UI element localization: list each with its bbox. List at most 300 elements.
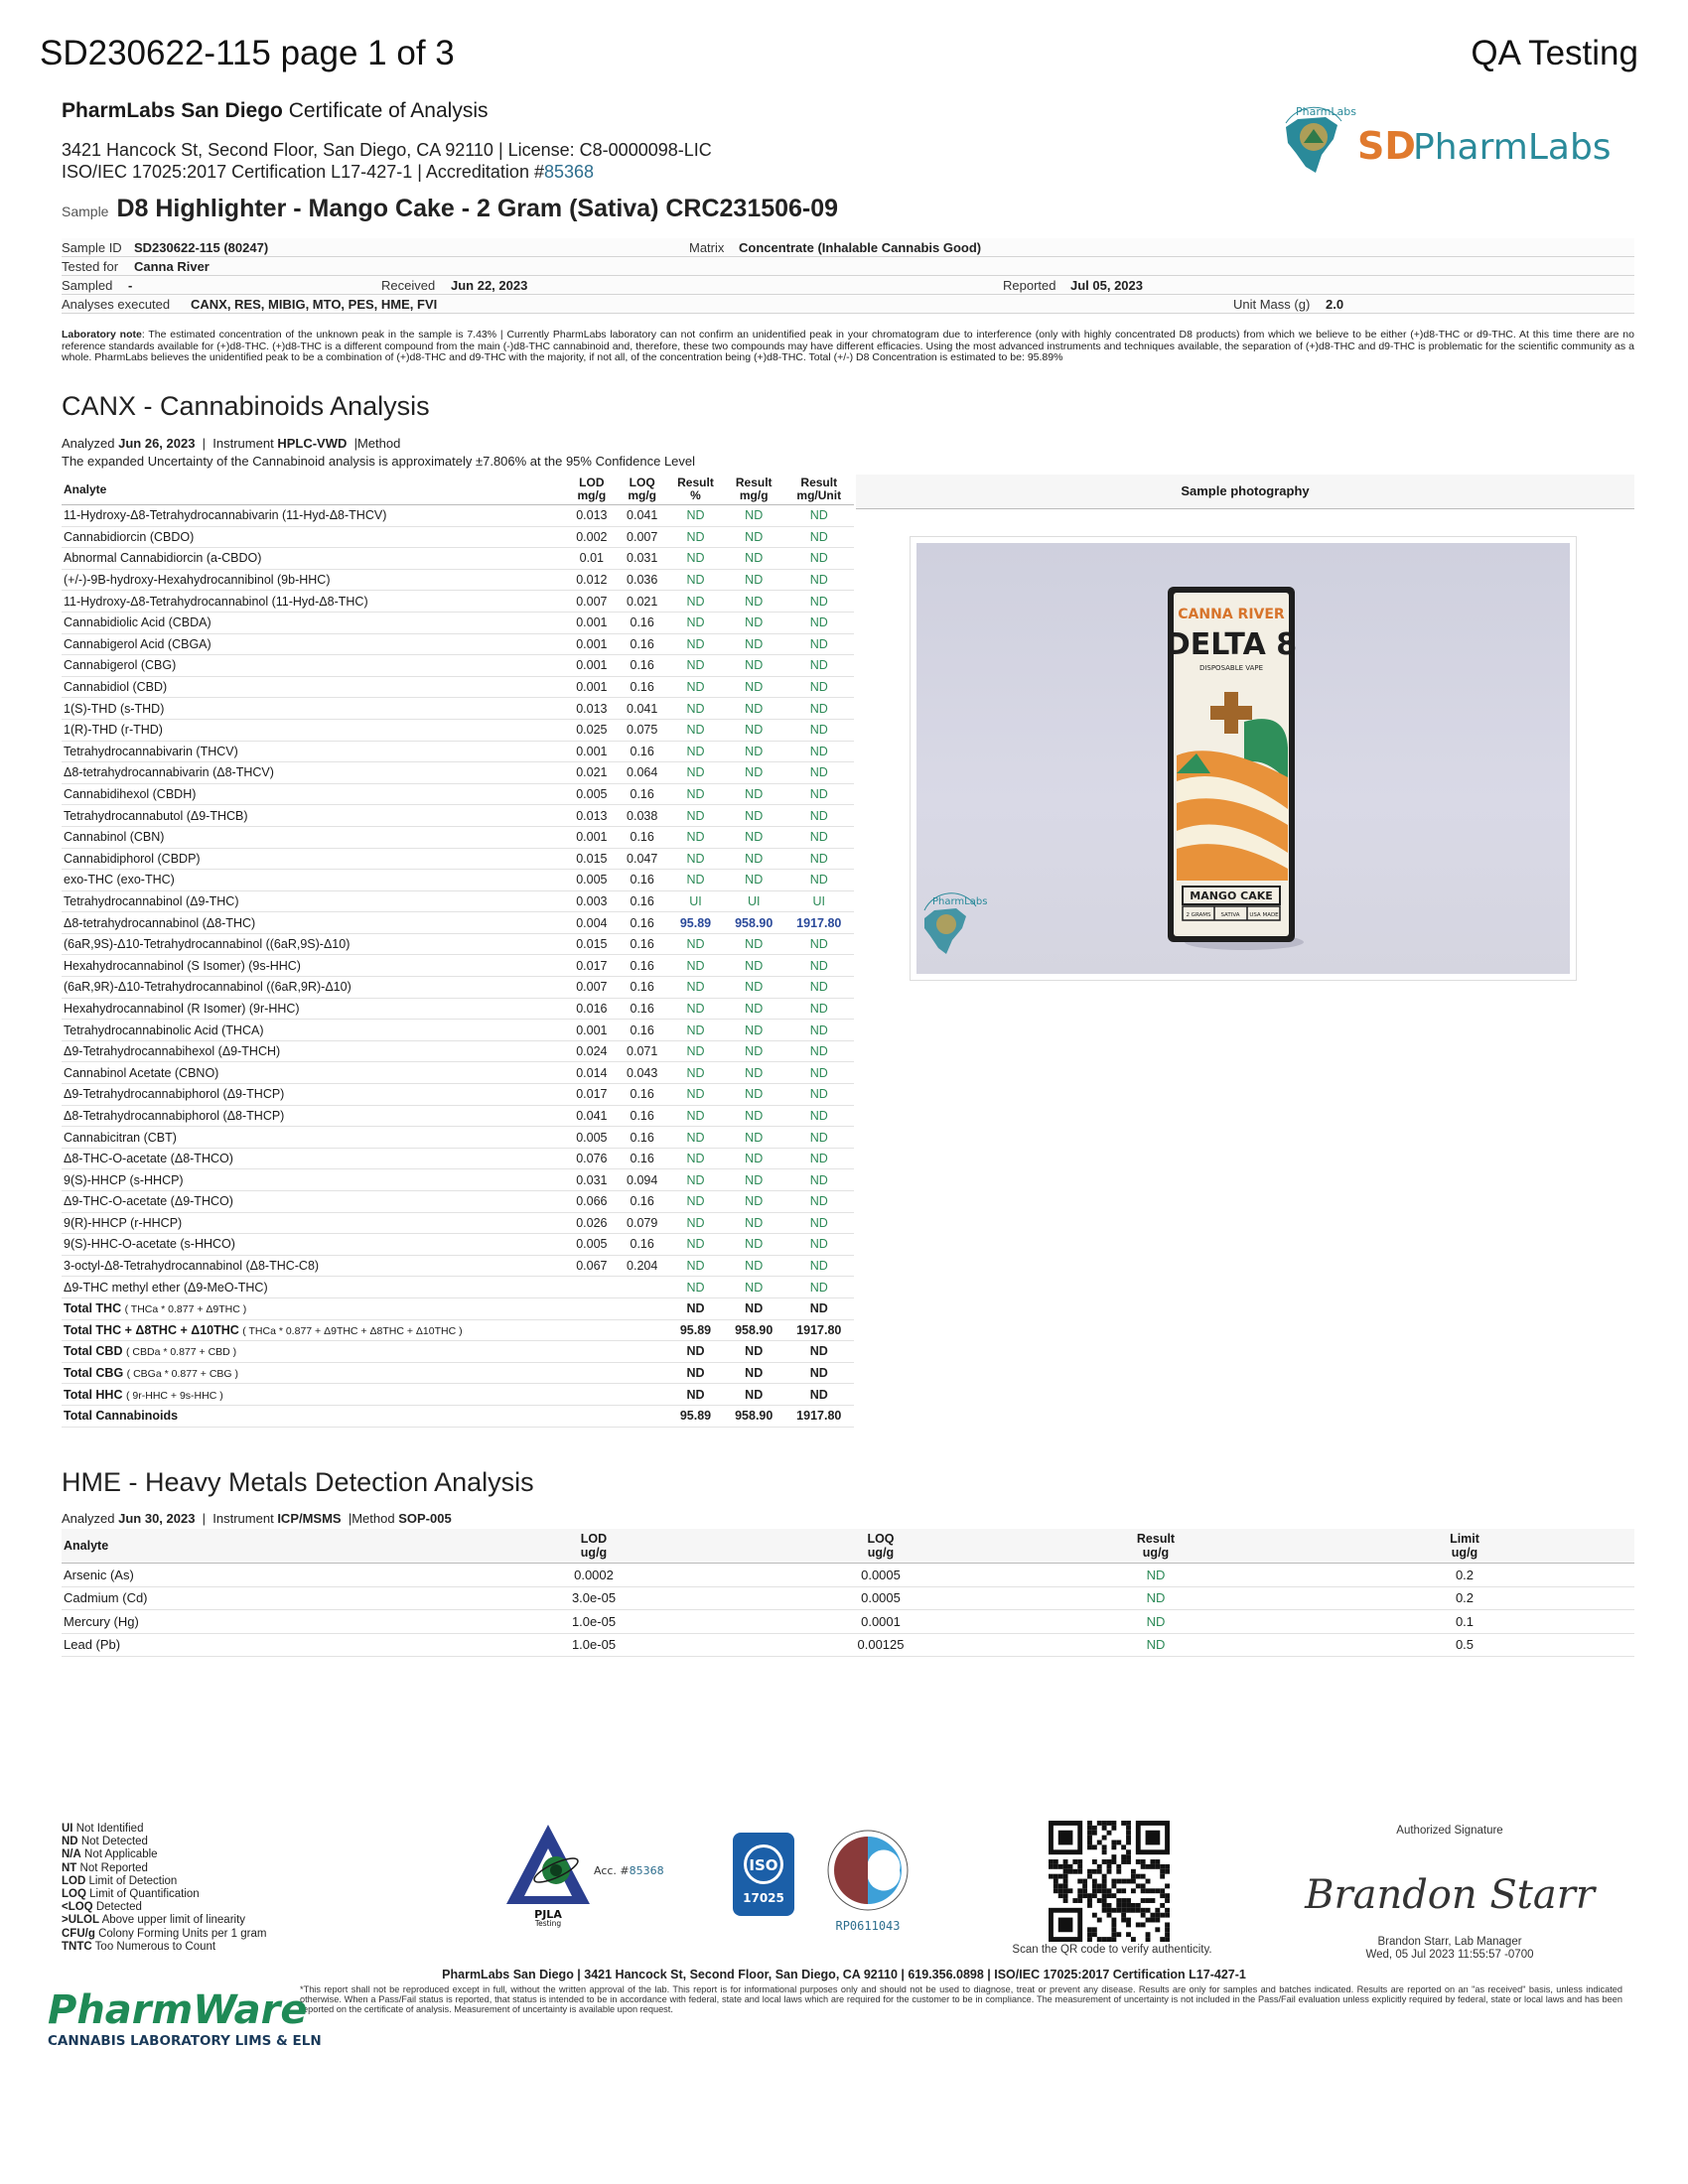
result-mg-unit: ND — [784, 1062, 854, 1084]
table-row — [62, 1040, 854, 1062]
total-row — [62, 1341, 854, 1363]
loq-value: 0.0005 — [745, 1564, 1017, 1587]
loq-value: 0.16 — [617, 890, 667, 912]
analyte-name: (6aR,9S)-Δ10-Tetrahydrocannabinol ((6aR,9S)-Δ10) — [62, 933, 566, 955]
lod-value: 0.003 — [566, 890, 617, 912]
result-mg-unit: ND — [784, 977, 854, 999]
result-mg-g: ND — [724, 783, 784, 805]
legend-desc: Not Detected — [80, 1836, 148, 1848]
result-percent: ND — [667, 1212, 724, 1234]
loq-value: 0.041 — [617, 698, 667, 720]
lod-value: 0.017 — [566, 1084, 617, 1106]
result-mg-unit: ND — [784, 933, 854, 955]
total-row — [62, 1297, 854, 1319]
lod-value: 0.066 — [566, 1191, 617, 1213]
result-mg-unit: ND — [784, 569, 854, 591]
analyte-name: 11-Hydroxy-Δ8-Tetrahydrocannabinol (11-Hyd-Δ8-THC) — [62, 591, 566, 613]
col-limit: Limit ug/g — [1295, 1529, 1634, 1564]
total-mg-g: ND — [724, 1341, 784, 1363]
qr-caption: Scan the QR code to verify authenticity. — [1012, 1944, 1212, 1956]
result-percent: ND — [667, 526, 724, 548]
analyte-name: Cannabigerol (CBG) — [62, 655, 566, 677]
lod-value: 0.013 — [566, 805, 617, 827]
result-percent: ND — [667, 655, 724, 677]
result-mg-g: ND — [724, 1277, 784, 1298]
lod-value: 0.001 — [566, 655, 617, 677]
legend-item — [62, 1928, 266, 1941]
sample-line — [62, 195, 838, 223]
table-row — [62, 783, 854, 805]
table-row — [62, 1020, 854, 1041]
legend-desc: Colony Forming Units per 1 gram — [98, 1927, 267, 1940]
result-mg-unit: ND — [784, 548, 854, 570]
result-mg-g: ND — [724, 676, 784, 698]
loq-value: 0.064 — [617, 762, 667, 784]
analyte-name: 1(R)-THD (r-THD) — [62, 719, 566, 741]
analyte-name: 3-octyl-Δ8-Tetrahydrocannabinol (Δ8-THC-C8) — [62, 1255, 566, 1277]
table-row — [62, 1127, 854, 1149]
result-mg-unit: ND — [784, 1148, 854, 1169]
result-mg-unit: ND — [784, 505, 854, 527]
analyte-name: Δ9-Tetrahydrocannabiphorol (Δ9-THCP) — [62, 1084, 566, 1106]
analyte-name: Δ9-Tetrahydrocannabihexol (Δ9-THCH) — [62, 1040, 566, 1062]
result-percent: 95.89 — [667, 912, 724, 934]
lod-value: 0.015 — [566, 848, 617, 870]
analyte-name: (+/-)-9B-hydroxy-Hexahydrocannibinol (9b-HHC) — [62, 569, 566, 591]
col-loq: LOQ mg/g — [617, 475, 667, 505]
result-percent: ND — [667, 848, 724, 870]
total-mg-g: 958.90 — [724, 1319, 784, 1341]
analyte-name: Δ9-THC-O-acetate (Δ9-THCO) — [62, 1191, 566, 1213]
lod-value: 3.0e-05 — [443, 1586, 745, 1610]
result-percent: ND — [667, 676, 724, 698]
loq-value: 0.007 — [617, 526, 667, 548]
loq-value: 0.043 — [617, 1062, 667, 1084]
analyte-name: Δ8-tetrahydrocannabinol (Δ8-THC) — [62, 912, 566, 934]
legend-abbr: TNTC — [62, 1940, 92, 1953]
lod-value: 0.013 — [566, 698, 617, 720]
verification-qr-code-icon[interactable] — [1049, 1821, 1170, 1942]
table-row — [62, 676, 854, 698]
result-mg-g: ND — [724, 505, 784, 527]
total-label: Total THC — [64, 1301, 122, 1316]
table-row — [62, 848, 854, 870]
result-mg-g: ND — [724, 955, 784, 977]
loq-value: 0.16 — [617, 1105, 667, 1127]
empty-cell — [566, 1405, 617, 1427]
uncertainty-note: The expanded Uncertainty of the Cannabinoid analysis is approximately ±7.806% at the 95% Confidence Level — [62, 454, 696, 469]
analyte-name: Cannabidiorcin (CBDO) — [62, 526, 566, 548]
total-name — [62, 1319, 566, 1341]
svg-text:USA MADE: USA MADE — [1249, 912, 1279, 918]
empty-cell — [617, 1297, 667, 1319]
result-mg-unit: ND — [784, 805, 854, 827]
result-value: ND — [1017, 1586, 1295, 1610]
result-mg-g: ND — [724, 1148, 784, 1169]
table-row — [62, 1212, 854, 1234]
result-percent: ND — [667, 1040, 724, 1062]
result-mg-g: ND — [724, 1020, 784, 1041]
table-row — [62, 1084, 854, 1106]
result-mg-unit: ND — [784, 1234, 854, 1256]
svg-text:PharmLabs: PharmLabs — [1296, 105, 1356, 118]
limit-value: 0.2 — [1295, 1586, 1634, 1610]
abbreviation-legend — [62, 1823, 266, 1954]
table-row — [62, 1105, 854, 1127]
cert-line: ISO/IEC 17025:2017 Certification L17-427-1 | Accreditation #85368 — [62, 162, 595, 182]
empty-cell — [617, 1405, 667, 1427]
result-mg-g: ND — [724, 870, 784, 891]
result-mg-unit: ND — [784, 719, 854, 741]
analyte-name: Δ8-Tetrahydrocannabiphorol (Δ8-THCP) — [62, 1105, 566, 1127]
product-title: DELTA 8 — [1165, 627, 1298, 662]
total-row — [62, 1405, 854, 1427]
result-percent: ND — [667, 933, 724, 955]
analyte-name: Abnormal Cannabidiorcin (a-CBDO) — [62, 548, 566, 570]
legend-item — [62, 1823, 266, 1836]
legend-item — [62, 1836, 266, 1848]
result-percent: ND — [667, 548, 724, 570]
col-result-mgunit: Result mg/Unit — [784, 475, 854, 505]
signer: Brandon Starr, Lab Manager Wed, 05 Jul 2023 11:55:57 -0700 — [1365, 1936, 1534, 1961]
result-mg-unit: ND — [784, 1169, 854, 1191]
result-mg-unit: ND — [784, 1127, 854, 1149]
analyte-name: Tetrahydrocannabinolic Acid (THCA) — [62, 1020, 566, 1041]
result-percent: ND — [667, 591, 724, 613]
total-mg-g: ND — [724, 1384, 784, 1406]
total-label: Total CBD — [64, 1344, 123, 1359]
lab-address — [62, 139, 712, 183]
analyte-name: Cannabidihexol (CBDH) — [62, 783, 566, 805]
lod-value: 0.025 — [566, 719, 617, 741]
svg-text:2 GRAMS: 2 GRAMS — [1186, 912, 1211, 918]
result-percent: ND — [667, 1105, 724, 1127]
table-row — [62, 826, 854, 848]
loq-value: 0.036 — [617, 569, 667, 591]
lod-value: 0.012 — [566, 569, 617, 591]
result-mg-g: ND — [724, 1234, 784, 1256]
empty-cell — [617, 1319, 667, 1341]
result-percent: ND — [667, 1191, 724, 1213]
result-mg-unit: ND — [784, 1105, 854, 1127]
analyte-name: Cannabicitran (CBT) — [62, 1127, 566, 1149]
loq-value: 0.0005 — [745, 1586, 1017, 1610]
col-result-pct: Result % — [667, 475, 724, 505]
loq-value: 0.071 — [617, 1040, 667, 1062]
table-row — [62, 1610, 1634, 1634]
loq-value: 0.16 — [617, 655, 667, 677]
empty-cell — [566, 1362, 617, 1384]
result-percent: ND — [667, 762, 724, 784]
svg-text:PJLA: PJLA — [534, 1908, 562, 1921]
loq-value: 0.16 — [617, 955, 667, 977]
legend-abbr: UI — [62, 1823, 73, 1835]
analyte-name: 9(S)-HHCP (s-HHCP) — [62, 1169, 566, 1191]
result-percent: ND — [667, 870, 724, 891]
svg-text:17025: 17025 — [743, 1891, 784, 1905]
loq-value: 0.16 — [617, 612, 667, 633]
analyte-name: exo-THC (exo-THC) — [62, 870, 566, 891]
lod-value: 0.01 — [566, 548, 617, 570]
table-row — [62, 719, 854, 741]
svg-text:SATIVA: SATIVA — [1220, 912, 1240, 918]
empty-cell — [617, 1362, 667, 1384]
lod-value: 0.001 — [566, 1020, 617, 1041]
result-mg-unit: ND — [784, 998, 854, 1020]
report-id-page: SD230622-115 page 1 of 3 — [40, 34, 455, 72]
result-mg-unit: ND — [784, 612, 854, 633]
footer-disclaimer: *This report shall not be reproduced except in full, without the written approval of the lab. This report is for informational purposes only and should not be used to diagnose, treat or prevent any disease. Results are only for samples and batches indicated. Results are reported on an "as received" basis, unless indicated otherwise. When a Pass/Fail status is reported, that status is intended to be in accordance with federal, state and local laws which are required for the customer to be in compliance. The measurement of uncertainty is not included in the Pass/Fail evaluation unless explicitly required by federal, state or local laws and has been reported on the certificate of analysis. Measurement of uncertainty is available upon request. — [300, 1984, 1622, 2014]
result-mg-unit: ND — [784, 1212, 854, 1234]
iso-17025-icon — [733, 1833, 794, 1916]
analyte-name: Arsenic (As) — [62, 1564, 443, 1587]
total-label: Total HHC — [64, 1387, 123, 1402]
svg-text:SD: SD — [1357, 124, 1416, 168]
loq-value: 0.16 — [617, 1234, 667, 1256]
loq-value: 0.0001 — [745, 1610, 1017, 1634]
result-mg-unit: ND — [784, 741, 854, 762]
legend-item — [62, 1888, 266, 1901]
analyte-name: Cannabigerol Acid (CBGA) — [62, 633, 566, 655]
legend-desc: Not Reported — [79, 1861, 148, 1874]
pharmware-logo — [46, 1981, 322, 2053]
loq-value: 0.075 — [617, 719, 667, 741]
result-mg-g: ND — [724, 762, 784, 784]
lod-value: 0.021 — [566, 762, 617, 784]
signature-label: Authorized Signature — [1396, 1825, 1503, 1837]
total-formula: ( CBDa * 0.877 + CBD ) — [125, 1346, 237, 1359]
result-mg-unit: ND — [784, 633, 854, 655]
result-mg-g: ND — [724, 826, 784, 848]
table-row — [62, 762, 854, 784]
loq-value: 0.16 — [617, 741, 667, 762]
lod-value: 0.026 — [566, 1212, 617, 1234]
result-mg-g: ND — [724, 1084, 784, 1106]
result-percent: ND — [667, 1234, 724, 1256]
result-mg-g: ND — [724, 612, 784, 633]
result-mg-g: ND — [724, 741, 784, 762]
result-percent: ND — [667, 569, 724, 591]
result-percent: ND — [667, 1169, 724, 1191]
table-row — [62, 741, 854, 762]
legend-abbr: CFU/g — [62, 1927, 95, 1940]
legend-abbr: ND — [62, 1836, 78, 1848]
result-mg-unit: ND — [784, 655, 854, 677]
result-percent: ND — [667, 612, 724, 633]
loq-value: 0.16 — [617, 633, 667, 655]
lod-value: 1.0e-05 — [443, 1610, 745, 1634]
result-mg-g: UI — [724, 890, 784, 912]
total-formula: ( CBGa * 0.877 + CBG ) — [126, 1368, 239, 1381]
loq-value — [617, 1277, 667, 1298]
table-row — [62, 912, 854, 934]
canx-subinfo: Analyzed Jun 26, 2023 | Instrument HPLC-VWD |Method The expanded Uncertainty of the Cannabinoid analysis is approximately ±7.806% at the 95% Confidence Level — [62, 436, 696, 469]
product-subtitle: DISPOSABLE VAPE — [1198, 664, 1264, 672]
empty-cell — [566, 1319, 617, 1341]
result-percent: ND — [667, 1277, 724, 1298]
result-value: ND — [1017, 1610, 1295, 1634]
total-percent: ND — [667, 1384, 724, 1406]
sample-label: Sample — [62, 204, 109, 219]
heavy-metals-table — [62, 1529, 1634, 1657]
result-mg-unit: ND — [784, 1191, 854, 1213]
canx-title: CANX - Cannabinoids Analysis — [62, 391, 430, 421]
legend-abbr: N/A — [62, 1848, 81, 1861]
meta-row: Tested for Canna River — [62, 257, 1634, 276]
table-header-row — [62, 475, 854, 505]
limit-value: 0.1 — [1295, 1610, 1634, 1634]
lod-value: 0.014 — [566, 1062, 617, 1084]
total-mg-unit: ND — [784, 1297, 854, 1319]
table-row — [62, 612, 854, 633]
lod-value: 0.001 — [566, 633, 617, 655]
loq-value: 0.16 — [617, 1191, 667, 1213]
legend-abbr: LOD — [62, 1874, 86, 1887]
loq-value: 0.041 — [617, 505, 667, 527]
product-flavor: MANGO CAKE — [1190, 889, 1273, 902]
col-lod: LOD mg/g — [566, 475, 617, 505]
report-type: QA Testing — [1471, 34, 1638, 72]
result-mg-g: ND — [724, 569, 784, 591]
accreditation-link[interactable]: 85368 — [543, 162, 595, 182]
legend-desc: Not Identified — [75, 1823, 144, 1835]
table-row — [62, 955, 854, 977]
table-row — [62, 1148, 854, 1169]
result-mg-unit: ND — [784, 1277, 854, 1298]
result-percent: ND — [667, 1062, 724, 1084]
total-mg-unit: ND — [784, 1341, 854, 1363]
result-mg-unit: ND — [784, 1255, 854, 1277]
lod-value: 0.031 — [566, 1169, 617, 1191]
col-analyte: Analyte — [62, 1529, 443, 1564]
sdpharmlabs-logo — [1276, 103, 1633, 187]
table-row — [62, 1169, 854, 1191]
table-row — [62, 569, 854, 591]
lod-value: 0.005 — [566, 1127, 617, 1149]
result-percent: ND — [667, 1148, 724, 1169]
result-value: ND — [1017, 1633, 1295, 1657]
analyte-name: Hexahydrocannabinol (R Isomer) (9r-HHC) — [62, 998, 566, 1020]
loq-value: 0.204 — [617, 1255, 667, 1277]
loq-value: 0.16 — [617, 1084, 667, 1106]
legend-item — [62, 1862, 266, 1875]
table-row — [62, 591, 854, 613]
loq-value: 0.16 — [617, 933, 667, 955]
legend-desc: Too Numerous to Count — [94, 1940, 216, 1953]
total-name — [62, 1384, 566, 1406]
lod-value: 0.017 — [566, 955, 617, 977]
legend-item — [62, 1875, 266, 1888]
doc-type: Certificate of Analysis — [288, 99, 489, 122]
table-row — [62, 1633, 1634, 1657]
meta-row: Sample ID SD230622-115 (80247) Matrix Concentrate (Inhalable Cannabis Good) — [62, 238, 1634, 257]
table-row — [62, 1564, 1634, 1587]
loq-value: 0.16 — [617, 977, 667, 999]
total-label: Total CBG — [64, 1366, 124, 1381]
result-mg-g: ND — [724, 1191, 784, 1213]
col-lod: LOD ug/g — [443, 1529, 745, 1564]
analyte-name: Cannabidiphorol (CBDP) — [62, 848, 566, 870]
result-mg-g: ND — [724, 1169, 784, 1191]
loq-value: 0.16 — [617, 1148, 667, 1169]
legend-item — [62, 1901, 266, 1914]
sample-name: D8 Highlighter - Mango Cake - 2 Gram (Sativa) CRC231506-09 — [116, 195, 839, 222]
legend-desc: Detected — [95, 1901, 142, 1914]
loq-value: 0.16 — [617, 783, 667, 805]
result-percent: ND — [667, 505, 724, 527]
empty-cell — [566, 1341, 617, 1363]
total-row — [62, 1319, 854, 1341]
total-percent: ND — [667, 1297, 724, 1319]
table-row — [62, 870, 854, 891]
analyte-name: Lead (Pb) — [62, 1633, 443, 1657]
table-row — [62, 633, 854, 655]
result-mg-unit: ND — [784, 870, 854, 891]
lod-value: 0.005 — [566, 783, 617, 805]
result-mg-g: ND — [724, 698, 784, 720]
total-formula: ( 9r-HHC + 9s-HHC ) — [125, 1389, 223, 1402]
sample-meta — [62, 238, 1634, 314]
lod-value: 0.0002 — [443, 1564, 745, 1587]
result-value: ND — [1017, 1564, 1295, 1587]
lod-value — [566, 1277, 617, 1298]
table-row — [62, 505, 854, 527]
analyte-name: 11-Hydroxy-Δ8-Tetrahydrocannabivarin (11-Hyd-Δ8-THCV) — [62, 505, 566, 527]
empty-cell — [566, 1384, 617, 1406]
analyte-name: 9(S)-HHC-O-acetate (s-HHCO) — [62, 1234, 566, 1256]
analyte-name: (6aR,9R)-Δ10-Tetrahydrocannabinol ((6aR,9R)-Δ10) — [62, 977, 566, 999]
table-row — [62, 1255, 854, 1277]
lod-value: 0.024 — [566, 1040, 617, 1062]
col-result-mgg: Result mg/g — [724, 475, 784, 505]
analyte-name: Cannabinol (CBN) — [62, 826, 566, 848]
legend-desc: Limit of Quantification — [89, 1888, 200, 1901]
total-mg-unit: 1917.80 — [784, 1405, 854, 1427]
result-percent: ND — [667, 1020, 724, 1041]
table-row — [62, 655, 854, 677]
analyte-name: Tetrahydrocannabivarin (THCV) — [62, 741, 566, 762]
lod-value: 0.015 — [566, 933, 617, 955]
address-line: 3421 Hancock St, Second Floor, San Diego, CA 92110 | License: C8-0000098-LIC — [62, 140, 712, 160]
result-mg-g: ND — [724, 933, 784, 955]
total-name — [62, 1297, 566, 1319]
result-mg-g: ND — [724, 1127, 784, 1149]
result-mg-g: ND — [724, 1212, 784, 1234]
result-mg-unit: ND — [784, 848, 854, 870]
lod-value: 0.013 — [566, 505, 617, 527]
limit-value: 0.5 — [1295, 1633, 1634, 1657]
loq-value: 0.16 — [617, 1127, 667, 1149]
analyte-name: Tetrahydrocannabutol (Δ9-THCB) — [62, 805, 566, 827]
total-label: Total Cannabinoids — [64, 1409, 179, 1424]
result-percent: ND — [667, 826, 724, 848]
result-mg-unit: ND — [784, 783, 854, 805]
lod-value: 0.016 — [566, 998, 617, 1020]
analyte-name: Cadmium (Cd) — [62, 1586, 443, 1610]
sample-photography-header: Sample photography — [856, 475, 1634, 509]
legend-abbr: LOQ — [62, 1888, 86, 1901]
total-row — [62, 1362, 854, 1384]
result-mg-unit: ND — [784, 1040, 854, 1062]
result-percent: ND — [667, 998, 724, 1020]
analyte-name: Δ8-tetrahydrocannabivarin (Δ8-THCV) — [62, 762, 566, 784]
total-percent: ND — [667, 1341, 724, 1363]
lod-value: 0.001 — [566, 826, 617, 848]
total-formula: ( THCa * 0.877 + Δ9THC ) — [124, 1303, 247, 1316]
lod-value: 1.0e-05 — [443, 1633, 745, 1657]
dea-registration-icon — [820, 1823, 931, 1934]
result-percent: UI — [667, 890, 724, 912]
